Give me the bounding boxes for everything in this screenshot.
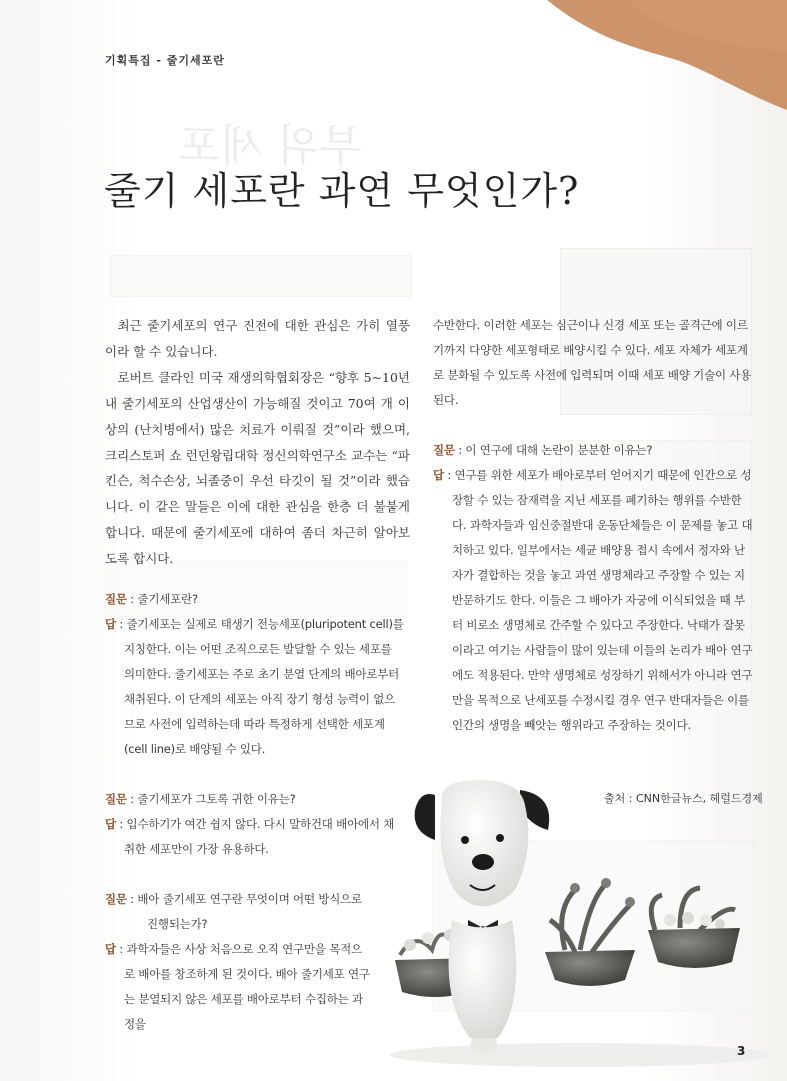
- question-text: 줄기세포가 그토록 귀한 이유는?: [137, 792, 296, 806]
- qa-left-column: [105, 587, 405, 1037]
- answer-text: 과학자들은 사상 처음으로 오직 연구만을 목적으로 배아를 창조하게 된 것이다. 배아 줄기세포 연구는 분열되지 않은 세포를 배아로부터 수집하는 과정을: [124, 942, 370, 1031]
- answer-label: 답: [105, 817, 116, 831]
- answer: 답 : 연구를 위한 세포가 배아로부터 얻어지기 때문에 인간으로 성장할 수 있는 잠재력을 지닌 세포를 폐기하는 행위를 수반한다. 과학자들과 임신중절반대 운동단체들은 이 문제를 놓고 대치하고 있다. 일부에서는 세균 배양용 접시 속에서 정자와 난자가 결합하는 것을 놓고 과연 생명체라고 주장할 수 있는 지 반문하기도 한다. 이들은 그 배아가 자궁에 이식되었을 때 부터 비로소 생명체로 간주할 수 있다고 주장한다. 낙태가 잘못이라고 여기는 사람들이 많이 있는데 이들의 논리가 배아 연구에도 적용된다. 만약 생명체로 성장하기 위해서가 아니라 연구만을 목적으로 난세포를 수정시킬 경우 연구 반대자들은 이를 인간의 생명을 빼앗는 행위라고 주장하는 것이다.: [433, 468, 753, 732]
- answer-text: 연구를 위한 세포가 배아로부터 얻어지기 때문에 인간으로 성장할 수 있는 잠재력을 지닌 세포를 폐기하는 행위를 수반한다. 과학자들과 임신중절반대 운동단체들은 이 문제를 놓고 대치하고 있다. 일부에서는 세균 배양용 접시 속에서 정자와 난자가 결합하는 것을 놓고 과연 생명체라고 주장할 수 있는 지 반문하기도 한다. 이들은 그 배아가 자궁에 이식되었을 때 부터 비로소 생명체로 간주할 수 있다고 주장한다. 낙태가 잘못이라고 여기는 사람들이 많이 있는데 이들의 논리가 배아 연구에도 적용된다. 만약 생명체로 성장하기 위해서가 아니라 연구만을 목적으로 난세포를 수정시킬 경우 연구 반대자들은 이를 인간의 생명을 빼앗는 행위라고 주장하는 것이다.: [452, 468, 753, 732]
- question: 질문 : 줄기세포가 그토록 귀한 이유는?: [105, 792, 296, 806]
- qa-item: [105, 887, 370, 1037]
- answer: 답 : 입수하기가 여간 쉽지 않다. 다시 말하건대 배아에서 채취한 세포만이 가장 유용하다.: [105, 817, 395, 856]
- source-credit: 출처 : CNN한글뉴스, 헤럴드경제: [604, 792, 763, 805]
- question-label: 질문: [433, 443, 455, 457]
- question-text: 줄기세포란?: [137, 592, 198, 606]
- qa-right-column: [433, 313, 755, 738]
- answer-label: 답: [105, 942, 116, 956]
- answer-label: 답: [433, 468, 444, 482]
- corner-decoration: [487, 0, 787, 110]
- section-header: 기획특집 - 줄기세포란: [105, 54, 225, 67]
- answer: 답 : 줄기세포는 실제로 태생기 전능세포(pluripotent cell)를 지칭한다. 이는 어떤 조직으로든 발달할 수 있는 세포를 의미한다. 줄기세포는 주로 초기 분열 단계의 배아로부터 채취된다. 이 단계의 세포는 아직 장기 형성 능력이 없으므로 사전에 입력하는데 따라 특정하게 선택한 세포계(cell line)로 배양될 수 있다.: [105, 617, 404, 756]
- answer-text: 입수하기가 여간 쉽지 않다. 다시 말하건대 배아에서 채취한 세포만이 가장 유용하다.: [124, 817, 395, 856]
- question-label: 질문: [105, 792, 127, 806]
- page-title: 줄기 세포란 과연 무엇인가?: [104, 169, 580, 213]
- question-text: 이 연구에 대해 논란이 분분한 이유는?: [465, 443, 653, 457]
- intro-paragraph: 최근 줄기세포의 연구 진전에 대한 관심은 가히 열풍이라 할 수 있습니다.: [105, 318, 410, 359]
- intro-text: [105, 313, 410, 572]
- bleed-through-heading: 부위 세포: [178, 121, 363, 172]
- qa-item: [105, 587, 405, 762]
- answer: 답 : 과학자들은 사상 처음으로 오직 연구만을 목적으로 배아를 창조하게 된 것이다. 배아 줄기세포 연구는 분열되지 않은 세포를 배아로부터 수집하는 과정을: [105, 942, 370, 1031]
- flower-pot-icon: [648, 888, 740, 968]
- qa-item: [105, 787, 405, 862]
- question-text: 배아 줄기세포 연구란 무엇이며 어떤 방식으로 진행되는가?: [137, 892, 362, 931]
- page-number: 3: [737, 1044, 746, 1058]
- flower-pot-icon: [545, 878, 635, 986]
- qa-item: [433, 438, 755, 738]
- question: 질문 : 줄기세포란?: [105, 592, 198, 606]
- question: 질문 : 이 연구에 대해 논란이 분분한 이유는?: [433, 443, 653, 457]
- question-label: 질문: [105, 592, 127, 606]
- question-label: 질문: [105, 892, 127, 906]
- question: 질문 : 배아 줄기세포 연구란 무엇이며 어떤 방식으로 진행되는가?: [105, 892, 362, 931]
- dog-character-icon: [415, 780, 550, 1052]
- continuation-text: 수반한다. 이러한 세포는 심근이나 신경 세포 또는 골격근에 이르기까지 다양한 세포형태로 배양시킬 수 있다. 세포 자체가 세포계로 분화될 수 있도록 사전에 입력되며 이때 세포 배양 기술이 사용된다.: [433, 318, 752, 407]
- answer-text: 줄기세포는 실제로 태생기 전능세포(pluripotent cell)를 지칭한다. 이는 어떤 조직으로든 발달할 수 있는 세포를 의미한다. 줄기세포는 주로 초기 분열 단계의 배아로부터 채취된다. 이 단계의 세포는 아직 장기 형성 능력이 없으므로 사전에 입력하는데 따라 특정하게 선택한 세포계(cell line)로 배양될 수 있다.: [124, 617, 404, 756]
- bleed-through-box: [110, 255, 412, 297]
- intro-paragraph: 로버트 클라인 미국 재생의학협회장은 “향후 5~10년 내 줄기세포의 산업생산이 가능해질 것이고 70여 개 이상의 (난치병에서) 많은 치료가 이뤄질 것”이라 했으며, 크리스토퍼 쇼 런던왕립대학 정신의학연구소 교수는 “파킨슨, 척수손상, 뇌졸중이 우선 타깃이 될 것”이라 했습니다. 이 같은 말들은 이에 대한 관심을 한층 더 불붙게 합니다. 때문에 줄기세포에 대하여 좀더 차근히 알아보도록 합시다.: [105, 369, 410, 567]
- clay-dog-illustration: [380, 770, 780, 1070]
- answer-label: 답: [105, 617, 116, 631]
